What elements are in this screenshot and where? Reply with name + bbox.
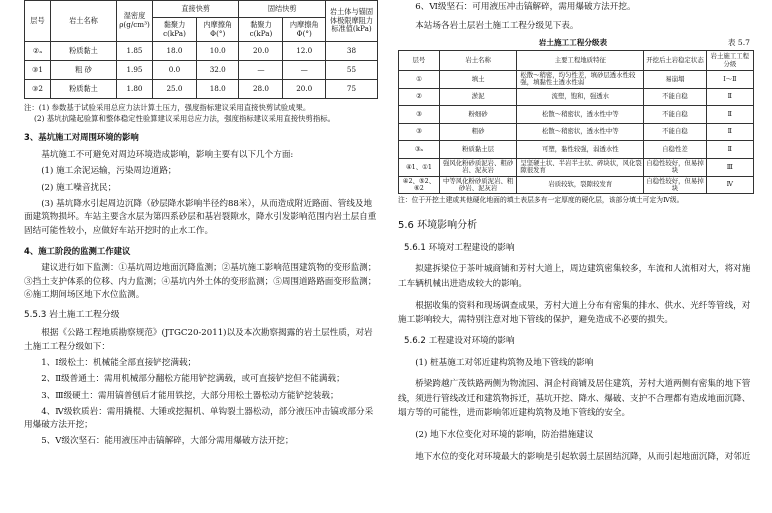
section-562-p1: 桥梁跨越广茂铁路两侧为物流园、洞企村商铺及居住建筑，芳村大道两侧有密集的地下管线，须进行管线改迁和建筑物拆迁，基坑开挖、降水、爆破、支护不合理都有造成地面沉降、塌方等的可能性，进而影响邻近建构筑物及地下管线的安全。 <box>398 379 751 419</box>
section-562-title: 5.6.2 工程建设对环境的影响 <box>404 335 515 346</box>
th2-name: 岩土名称 <box>439 51 516 71</box>
table2-caption <box>398 38 754 47</box>
th2-idx: 层号 <box>399 51 440 71</box>
left-column <box>24 0 378 452</box>
table-row: ③ₐ 粉质黏土层 可塑，黏性较强，弱透水性 自稳性差 Ⅱ <box>399 141 754 159</box>
th-bond: 岩土体与锚固体极限摩阻力标准值(kPa) <box>326 1 378 42</box>
table2-title: 岩土施工工程分级表 <box>538 37 608 47</box>
th-consol: 固结快剪 <box>239 1 326 18</box>
grade-item-6: 6、Ⅵ级坚石：可用液压冲击镐解碎，需用爆破方法开挖。 <box>415 2 636 12</box>
section-3-item-3: (3) 基坑降水引起周边沉降（砂层降水影响半径约88米），从而造成附近路面、管线及地面建筑物损坏。车站主要含水层为第四系砂层和基岩裂隙水，降水引发影响范围内岩土层自重固结可能性较小，应做好车站开挖时的止水工作。 <box>24 198 377 236</box>
th2-feature: 主要工程地质特征 <box>517 51 644 71</box>
th-c1: 黏聚力c(kPa) <box>153 18 197 42</box>
th-phi2: 内摩擦角Φ(°) <box>283 18 326 42</box>
note-1: 注：(1) 参数基于试验采用总应力法计算土压力，强度指标建议采用直接快剪试验成果。 <box>24 103 311 112</box>
grade-item-1: 1、Ⅰ级松土：机械能全部直接铲挖满载； <box>41 357 197 368</box>
table2-intro: 本站场各岩土层岩土施工工程分级见下表。 <box>415 21 579 32</box>
table-row: ④2、⑤2、⑥2 中等风化粉砂质泥岩、粗砂岩、泥灰岩 岩质较软，裂隙较发育 自稳性较好，但易掉块 Ⅳ <box>399 176 754 194</box>
grade-item-5: 5、Ⅴ级次坚石：能用液压冲击镐解碎，大部分需用爆破方法开挖； <box>41 436 294 447</box>
section-56-title: 5.6 环境影响分析 <box>398 220 478 232</box>
section-561-p2: 根据收集的资料和现场调查成果，芳村大道上分布有密集的排水、供水、光纤等管线，对施工影响较大，需特别注意对地下管线的保护，避免造成不必要的损失。 <box>398 300 751 326</box>
table-row: ① 填土 松散～稍密，均匀性差，填砂层透水性较强，填黏性土透水性弱 易崩塌 Ⅰ～Ⅱ <box>399 71 754 89</box>
section-4-text: 建议进行如下监测：①基坑周边地面沉降监测；②基坑施工影响范围建筑物的变形监测；③挡土支护体系的位移、内力监测；④基坑内外土体的变形监测；⑤周围道路路面变形监测；⑥施工期间场区地下水位监测。 <box>24 263 377 300</box>
section-4-title: 4、施工阶段的监测工作建议 <box>24 245 131 256</box>
table-row: ③2 粉质黏土 1.80 25.0 18.0 28.0 20.0 75 <box>25 80 378 99</box>
section-553-text: 根据《公路工程地质勘察规范》(JTGC20-2011)以及本次勘察揭露的岩土层性质，对岩土施工工程分级如下： <box>24 328 373 352</box>
table2-note: 注：位于开挖土建或其他硬化地面的填土表层多有一定厚度的硬化层，该部分填土可定为Ⅳ级。 <box>398 196 684 205</box>
grade-item-3: 3、Ⅲ级硬土：需用镐普刨后才能用铁挖，大部分用松土器松动方能铲挖装载； <box>41 390 339 401</box>
th-direct: 直接快剪 <box>153 1 239 18</box>
table-row: ③ 粗砂 松散～稍密状，透水性中等 不能自稳 Ⅱ <box>399 123 754 141</box>
th-density: 湿密度ρ(g/cm³) <box>117 1 153 42</box>
th2-method: 开挖后土岩稳定状态 <box>644 51 706 71</box>
table-row: ③ 粉细砂 松散～稍密状，透水性中等 不能自稳 Ⅱ <box>399 106 754 124</box>
section-561-p1: 拟建拆梁位于茶叶城商铺和芳村大道上，周边建筑密集较多，车流和人流相对大，将对施工车辆机械出进造成较大的影响。 <box>398 264 751 289</box>
table2-number: 表 5.7 <box>727 37 750 47</box>
section-3-intro: 基坑施工不可避免对周边环境造成影响，影响主要有以下几个方面: <box>41 149 294 160</box>
th-idx: 层号 <box>25 1 51 42</box>
grade-item-2: 2、Ⅱ级普通土：需用机械部分翻松方能用铲挖满载，或可直接铲挖但不能满载； <box>41 374 345 385</box>
table-row: ④1、①1 强风化粉砂质泥岩、粗砂岩、泥灰岩 呈坚硬土状、半岩半土状、碎块状，风化裂隙很发育 自稳性较好，但易掉块 Ⅲ <box>399 158 754 176</box>
th-phi1: 内摩擦角Φ(°) <box>196 18 239 42</box>
right-column <box>398 0 754 471</box>
construction-grade-table <box>398 50 754 194</box>
soil-parameter-table <box>24 0 378 99</box>
section-562-p2: 地下水位的变化对环境最大的影响是引起软弱土层固结沉降，从而引起地面沉降，对邻近 <box>415 451 751 462</box>
section-562-s1: (1) 桩基施工对邻近建构筑物及地下管线的影响 <box>415 357 594 368</box>
section-3-item-2: (2) 施工噪音扰民； <box>41 182 117 193</box>
th2-grade: 岩土施工工程分级 <box>706 51 753 71</box>
table-row: ③1 粗 砂 1.95 0.0 32.0 — — 55 <box>25 61 378 80</box>
section-561-title: 5.6.1 环境对工程建设的影响 <box>404 242 515 253</box>
note-2: (2) 基坑抗隆起验算和整体稳定性验算建议采用总应力法，强度指标建议采用直接快剪指标。 <box>34 113 336 123</box>
grade-item-4: 4、Ⅳ级软质岩：需用撬棍、大锤或挖掘机、单钩裂土器松动，部分液压冲击镐或部分采用爆破方法开挖； <box>24 406 374 431</box>
table1-notes <box>24 103 378 124</box>
section-553-title: 5.5.3 岩土施工工程分级 <box>24 310 120 321</box>
section-3-title: 3、基坑施工对周围环境的影响 <box>24 132 139 143</box>
th-name: 岩土名称 <box>51 1 117 42</box>
section-562-s2: (2) 地下水位变化对环境的影响，防治措施建议 <box>415 429 594 440</box>
table-row: ② 淤泥 流塑，饱和，强透水 不能自稳 Ⅱ <box>399 88 754 106</box>
table-row: ②ₐ 粉质黏土 1.85 18.0 10.0 20.0 12.0 38 <box>25 42 378 61</box>
section-3-item-1: (1) 施工余泥运输，污染周边道路； <box>41 166 177 177</box>
th-c2: 黏聚力c(kPa) <box>239 18 283 42</box>
